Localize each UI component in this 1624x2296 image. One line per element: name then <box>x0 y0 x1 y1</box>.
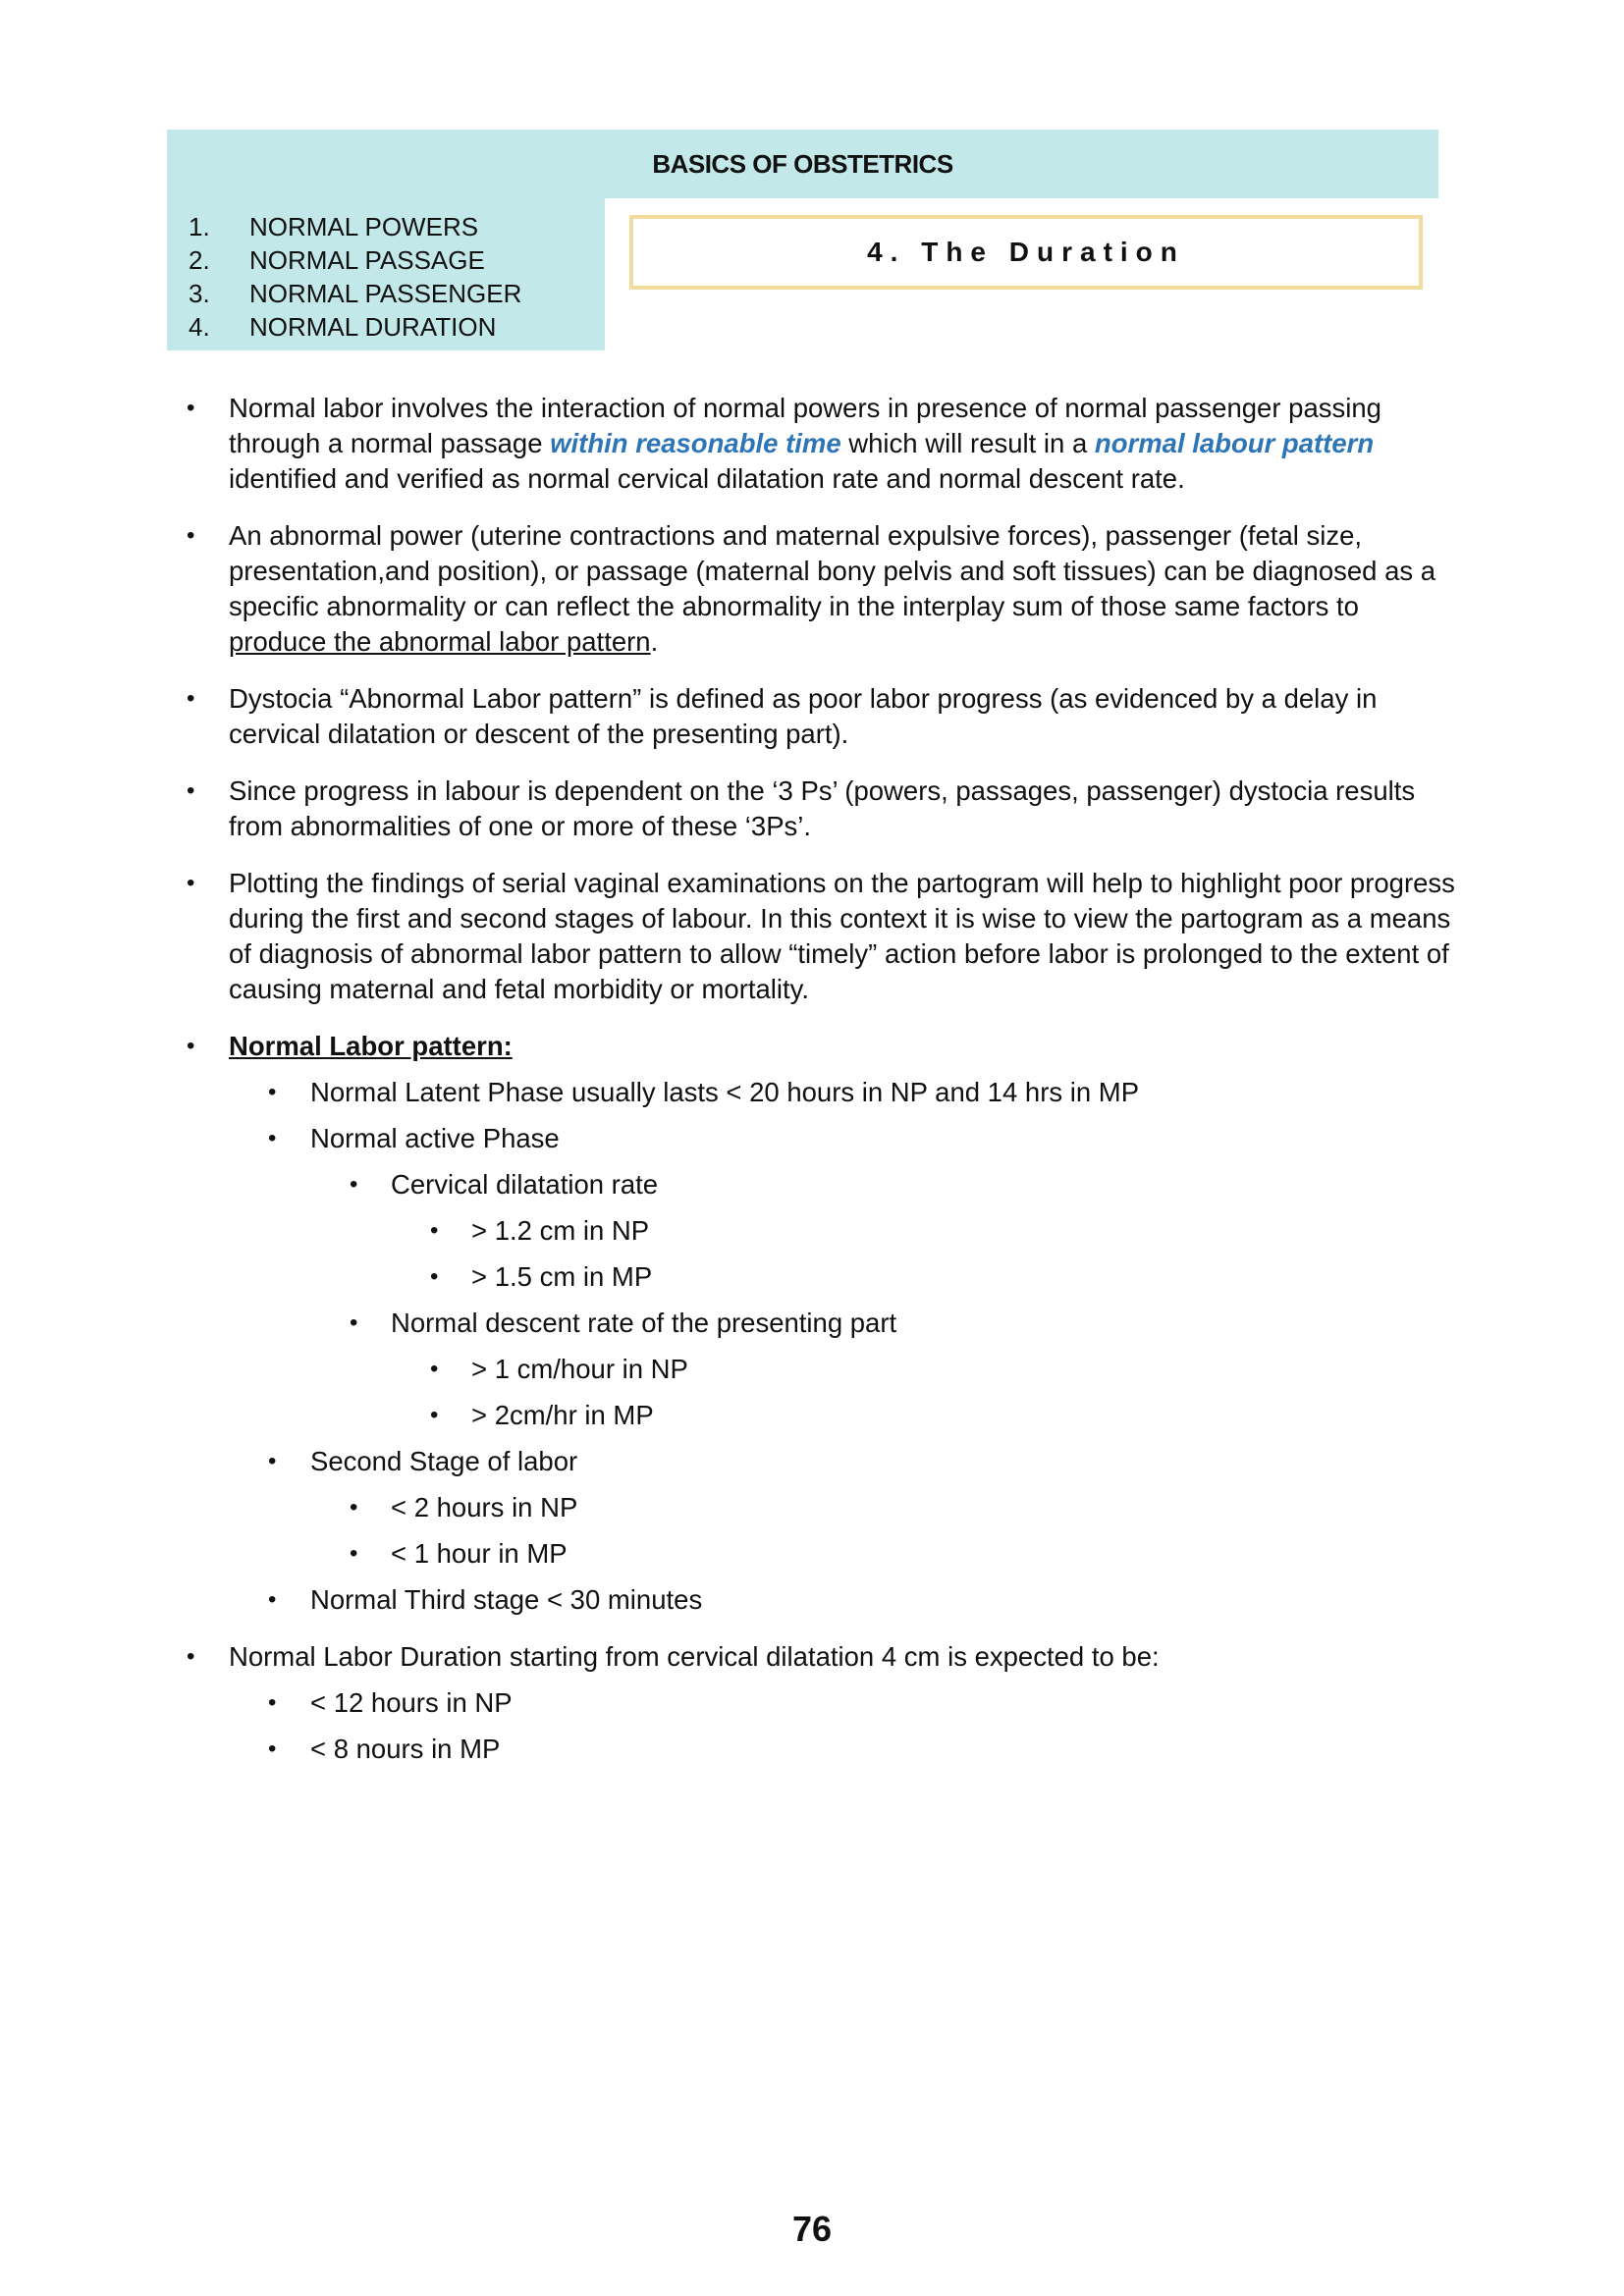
paragraph-text: Since progress in labour is dependent on the ‘3 Ps’ (powers, passages, passenger) dystocia results from abnormalities of one or more of these ‘3Ps’. <box>229 775 1416 841</box>
bullet-icon: • <box>268 1125 277 1151</box>
list-item-text: < 2 hours in NP <box>391 1492 578 1522</box>
page-body <box>0 391 1624 1767</box>
bullet-heading <box>0 1029 1624 1064</box>
list-item-text: Cervical dilatation rate <box>391 1169 659 1200</box>
paragraph-text: which will result in a <box>840 428 1095 458</box>
list-item <box>0 1352 1624 1387</box>
toc-item <box>189 277 605 310</box>
bullet-icon: • <box>268 1689 277 1716</box>
bullet-paragraph <box>0 1639 1624 1675</box>
bullet-icon: • <box>430 1402 439 1428</box>
list-item <box>0 1259 1624 1295</box>
underlined-text: produce the abnormal labor pattern <box>229 626 651 657</box>
list-item <box>0 1213 1624 1249</box>
bullet-icon: • <box>268 1448 277 1474</box>
bullet-paragraph <box>0 681 1624 752</box>
list-item-text: Normal descent rate of the presenting part <box>391 1308 897 1338</box>
list-item <box>0 1490 1624 1525</box>
bullet-paragraph <box>0 391 1624 497</box>
bullet-icon: • <box>268 1586 277 1613</box>
toc-label: NORMAL POWERS <box>249 212 479 241</box>
header-banner <box>167 130 1438 198</box>
paragraph-text: . <box>650 626 659 657</box>
list-item <box>0 1536 1624 1572</box>
toc-label: NORMAL PASSENGER <box>249 279 522 308</box>
bullet-icon: • <box>350 1171 358 1198</box>
bullet-icon: • <box>187 777 195 804</box>
list-item <box>0 1398 1624 1433</box>
list-item-text: Normal Third stage < 30 minutes <box>310 1584 703 1615</box>
bullet-icon: • <box>187 522 195 549</box>
list-item-text: > 1.2 cm in NP <box>471 1215 650 1246</box>
toc-number: 1. <box>189 212 210 241</box>
list-item <box>0 1167 1624 1202</box>
list-item-text: > 1.5 cm in MP <box>471 1261 653 1292</box>
bullet-icon: • <box>187 1643 195 1670</box>
toc-item <box>189 243 605 277</box>
toc-item <box>189 210 605 243</box>
bullet-icon: • <box>430 1217 439 1244</box>
toc-label: NORMAL PASSAGE <box>249 245 485 275</box>
paragraph-text: Plotting the findings of serial vaginal examinations on the partogram will help to highlight poor progress during the first and second stages of labour. In this context it is wise to view the partogram as a means of diagnosis of abnormal labor pattern to allow “timely” action before labor is prolonged to the extent of causing maternal and fetal morbidity or mortality. <box>229 868 1455 1004</box>
emphasis-text: within reasonable time <box>550 428 841 458</box>
bullet-icon: • <box>350 1540 358 1567</box>
paragraph-text: Dystocia “Abnormal Labor pattern” is defined as poor labor progress (as evidenced by a delay in cervical dilatation or descent of the presenting part). <box>229 683 1378 749</box>
bullet-icon: • <box>187 395 195 421</box>
toc-number: 4. <box>189 312 210 342</box>
bullet-paragraph <box>0 866 1624 1007</box>
toc-number: 3. <box>189 279 210 308</box>
chapter-toc <box>167 198 605 344</box>
list-item <box>0 1075 1624 1110</box>
list-item-text: Second Stage of labor <box>310 1446 578 1476</box>
bullet-icon: • <box>187 685 195 712</box>
list-item-text: < 12 hours in NP <box>310 1687 513 1718</box>
bullet-icon: • <box>350 1494 358 1521</box>
bullet-icon: • <box>430 1263 439 1290</box>
list-item-text: Normal active Phase <box>310 1123 560 1153</box>
bullet-icon: • <box>268 1735 277 1762</box>
bullet-icon: • <box>350 1309 358 1336</box>
list-item-text: > 2cm/hr in MP <box>471 1400 654 1430</box>
list-item <box>0 1732 1624 1767</box>
bullet-paragraph <box>0 774 1624 844</box>
bullet-paragraph <box>0 518 1624 660</box>
list-item-text: < 8 nours in MP <box>310 1734 501 1764</box>
list-item <box>0 1444 1624 1479</box>
section-title-box <box>629 215 1423 290</box>
list-item-text: > 1 cm/hour in NP <box>471 1354 688 1384</box>
toc-label: NORMAL DURATION <box>249 312 497 342</box>
bullet-icon: • <box>187 870 195 896</box>
section-title: 4. The Duration <box>867 237 1185 267</box>
bullet-icon: • <box>430 1356 439 1382</box>
emphasis-text: normal labour pattern <box>1094 428 1375 458</box>
paragraph-text: An abnormal power (uterine contractions and maternal expulsive forces), passenger (fetal size, presentation,and position), or passage (maternal bony pelvis and soft tissues) can be diagnosed as a specific abnormality or can reflect the abnormality in the interplay sum of those same factors to <box>229 520 1436 621</box>
list-item-text: Normal Latent Phase usually lasts < 20 hours in NP and 14 hrs in MP <box>310 1077 1140 1107</box>
chapter-toc-panel <box>167 198 605 350</box>
list-item <box>0 1306 1624 1341</box>
list-item <box>0 1582 1624 1618</box>
list-item <box>0 1121 1624 1156</box>
book-title: BASICS OF OBSTETRICS <box>652 149 953 179</box>
toc-number: 2. <box>189 245 210 275</box>
paragraph-text: Normal labor involves the interaction of normal powers in presence of normal passenger passing through a normal passage <box>229 393 1381 458</box>
toc-item <box>189 310 605 344</box>
paragraph-text: identified and verified as normal cervical dilatation rate and normal descent rate. <box>229 463 1185 494</box>
list-item-text: < 1 hour in MP <box>391 1538 568 1569</box>
list-heading: Normal Labor pattern: <box>229 1031 513 1061</box>
page-number: 76 <box>791 2209 833 2249</box>
list-item <box>0 1685 1624 1721</box>
paragraph-text: Normal Labor Duration starting from cervical dilatation 4 cm is expected to be: <box>229 1641 1160 1672</box>
bullet-icon: • <box>187 1033 195 1059</box>
bullet-icon: • <box>268 1079 277 1105</box>
